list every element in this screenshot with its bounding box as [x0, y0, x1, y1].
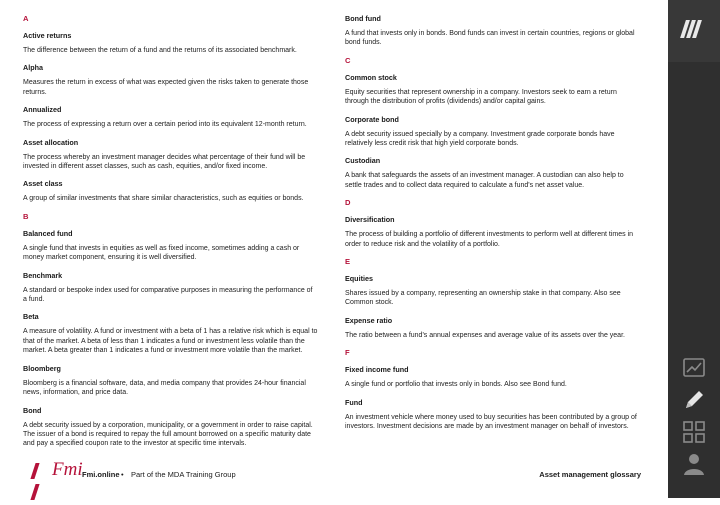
glossary-definition: The process of building a portfolio of different investments to perform well at different times in order to reduce risk and the volatility of a portfolio. — [345, 231, 634, 248]
glossary-definition: Equity securities that represent ownership in a company. Investors seek to earn a return through the distribution of profits (dividends) and/or capital gains. — [345, 88, 617, 106]
chart-icon[interactable] — [681, 355, 707, 381]
glossary-definition: An investment vehicle where money used to buy securities has been contributed by a group of investors. Investment decisions are made by an investment manager on behalf of investors. — [345, 413, 637, 431]
glossary-column-left — [23, 14, 318, 457]
section-letter: C — [345, 55, 351, 65]
glossary-definition: Bloomberg is a financial software, data, and media company that provides 24-hour financial news, information, and price data. — [23, 379, 306, 397]
glossary-definition: Shares issued by a company, representing an ownership stake in that company. Also see Common stock. — [345, 290, 621, 307]
glossary-term: Benchmark — [23, 270, 63, 280]
glossary-term: Active returns — [23, 31, 72, 40]
tagline: Part of the MDA Training Group — [131, 470, 236, 479]
glossary-term: Fund — [345, 397, 363, 407]
logo-text: Fmi — [52, 459, 83, 480]
logo-bars-icon — [33, 463, 39, 505]
glossary-term: Fixed income fund — [345, 365, 409, 375]
page-footer — [23, 460, 641, 484]
pencil-icon[interactable] — [681, 387, 707, 413]
glossary-term: Annualized — [23, 105, 62, 115]
user-icon[interactable] — [681, 451, 707, 477]
glossary-definition: A debt security issued by a corporation, municipality, or a government in order to raise capital. The issuer of a bond is required to repay the full amount borrowed on a specific maturity date and pay a specified coupon rate to the investor at specific time intervals. — [23, 421, 313, 448]
glossary-term: Bond — [23, 405, 42, 415]
right-toolbar — [668, 0, 720, 498]
glossary-term: Equities — [345, 274, 373, 284]
toolbar-logo-area[interactable] — [668, 0, 720, 62]
glossary-term: Diversification — [345, 215, 395, 225]
glossary-term: Expense ratio — [345, 315, 393, 325]
glossary-term: Common stock — [345, 72, 397, 82]
glossary-definition: The process whereby an investment manager decides what percentage of their fund will be invested in different asset classes, such as cash, equities, and/or fixed income. — [23, 153, 306, 171]
glossary-definition: The ratio between a fund's annual expenses and average value of its assets over the year. — [345, 331, 625, 339]
grid-icon[interactable] — [681, 419, 707, 445]
glossary-term: Beta — [23, 312, 39, 322]
section-letter: E — [345, 257, 351, 267]
glossary-definition: A single fund or portfolio that invests only in bonds. Also see Bond fund. — [345, 381, 567, 389]
section-letter: F — [345, 348, 350, 358]
glossary-term: Corporate bond — [345, 114, 399, 124]
glossary-definition: Measures the return in excess of what was expected given the risks taken to generate those returns. — [23, 79, 309, 96]
glossary-term: Asset allocation — [23, 137, 79, 147]
brand-logo-icon — [683, 20, 701, 43]
glossary-term: Alpha — [23, 63, 43, 73]
document-title: Asset management glossary — [539, 470, 641, 479]
glossary-term: Custodian — [345, 156, 381, 166]
glossary-definition: The difference between the return of a fund and the returns of its associated benchmark. — [23, 47, 297, 54]
glossary-definition: A debt security issued specially by a company. Investment grade corporate bonds have relatively less credit risk that high yield corporate bonds. — [345, 130, 615, 148]
glossary-definition: A group of similar investments that share similar characteristics, such as equities or bonds. — [23, 195, 304, 203]
glossary-definition: A single fund that invests in equities as well as fixed income, sometimes adding a cash or money market component, ensuring it is well diversified. — [23, 244, 300, 262]
glossary-column-right — [345, 14, 640, 440]
section-letter: B — [23, 211, 29, 221]
separator-dot: • — [121, 470, 124, 479]
glossary-term: Bloomberg — [23, 363, 61, 373]
glossary-definition: A bank that safeguards the assets of an investment manager. A custodian can also help to settle trades and to collect data required to calculate a fund's net asset value. — [345, 172, 624, 189]
glossary-definition: A standard or bespoke index used for comparative purposes in measuring the performance of a fund. — [23, 286, 313, 304]
glossary-term: Balanced fund — [23, 228, 73, 238]
section-letter: A — [23, 14, 29, 23]
section-letter: D — [345, 198, 351, 208]
glossary-term: Bond fund — [345, 14, 381, 23]
brand-link[interactable]: Fmi.online — [82, 470, 120, 479]
glossary-term: Asset class — [23, 179, 63, 189]
glossary-definition: The process of expressing a return over a certain period into its equivalent 12-month return. — [23, 121, 307, 129]
glossary-definition: A measure of volatility. A fund or investment with a beta of 1 has a relative risk which is equal to that of the market. A beta of less than 1 indicates a fund or investment less volatile than the market. A beta greater than 1 indicates a fund or investment more volatile than the market. — [23, 328, 318, 355]
glossary-definition: A fund that invests only in bonds. Bond funds can invest in certain countries, regions or global bond funds. — [345, 30, 635, 47]
